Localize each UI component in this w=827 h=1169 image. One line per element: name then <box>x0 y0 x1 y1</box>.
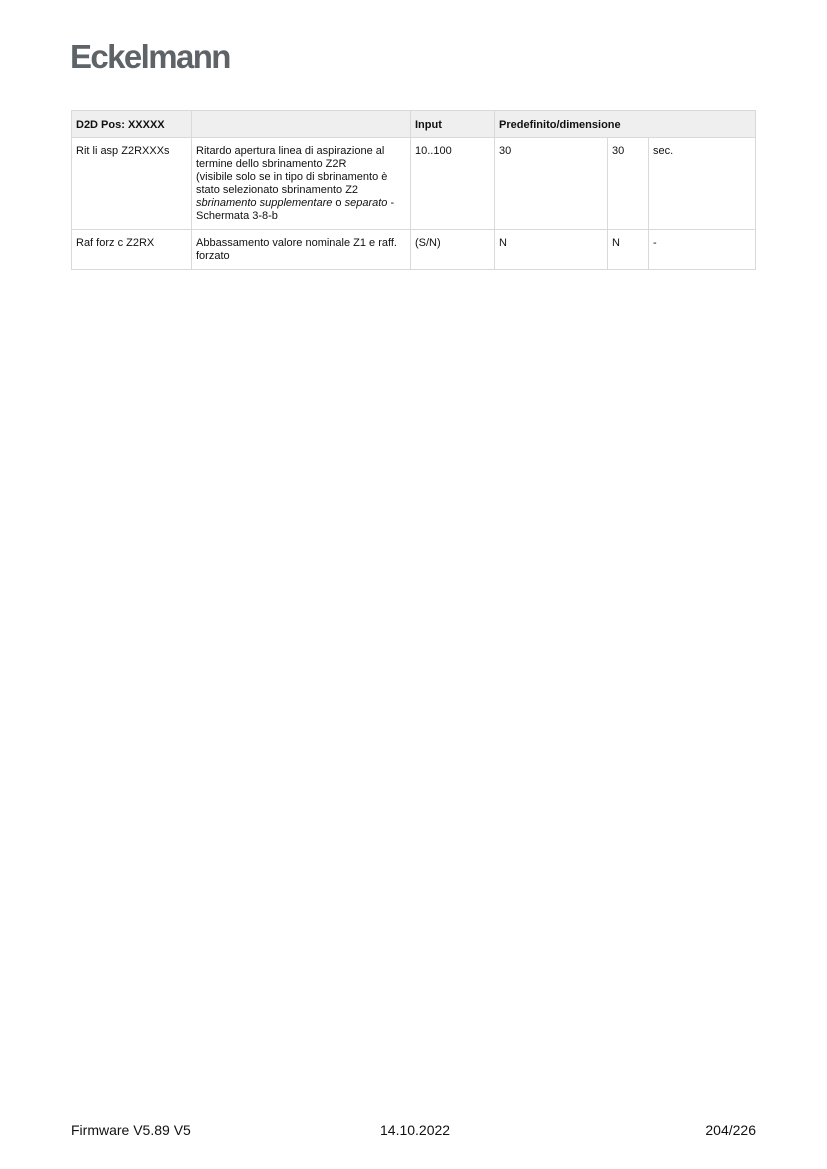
description-mid: o <box>332 197 345 209</box>
row-input: 10..100 <box>411 138 495 230</box>
row-name: Raf forz c Z2RX <box>72 230 192 270</box>
header-description <box>192 111 411 138</box>
table-header-row <box>72 111 756 138</box>
table-row <box>72 230 756 270</box>
header-default: Predefinito/dimensione <box>495 111 756 138</box>
parameter-table <box>71 110 756 270</box>
header-input: Input <box>411 111 495 138</box>
row-name: Rit li asp Z2RXXXs <box>72 138 192 230</box>
description-suffix: - Schermata 3-8-b <box>196 197 395 222</box>
eckelmann-logo: Eckelmann <box>70 38 230 75</box>
row-description <box>192 138 411 230</box>
footer-page-number: 204/226 <box>705 1122 756 1138</box>
header-name: D2D Pos: XXXXX <box>72 111 192 138</box>
footer-firmware: Firmware V5.89 V5 <box>71 1122 191 1138</box>
row-value: 30 <box>608 138 649 230</box>
row-default: 30 <box>495 138 608 230</box>
row-default: N <box>495 230 608 270</box>
row-description: Abbassamento valore nominale Z1 e raff. forzato <box>192 230 411 270</box>
table-row <box>72 138 756 230</box>
description-line-1: Ritardo apertura linea di aspirazione al termine dello sbrinamento Z2R <box>196 145 385 170</box>
description-italic-2: separato <box>344 197 388 209</box>
description-italic-1: sbrinamento supplementare <box>196 197 333 209</box>
row-input: (S/N) <box>411 230 495 270</box>
row-unit: sec. <box>649 138 756 230</box>
row-unit: - <box>649 230 756 270</box>
row-value: N <box>608 230 649 270</box>
description-line-2: (visibile solo se in tipo di sbrinamento è stato selezionato sbrinamento Z2 <box>196 171 388 196</box>
footer-date: 14.10.2022 <box>380 1122 451 1138</box>
